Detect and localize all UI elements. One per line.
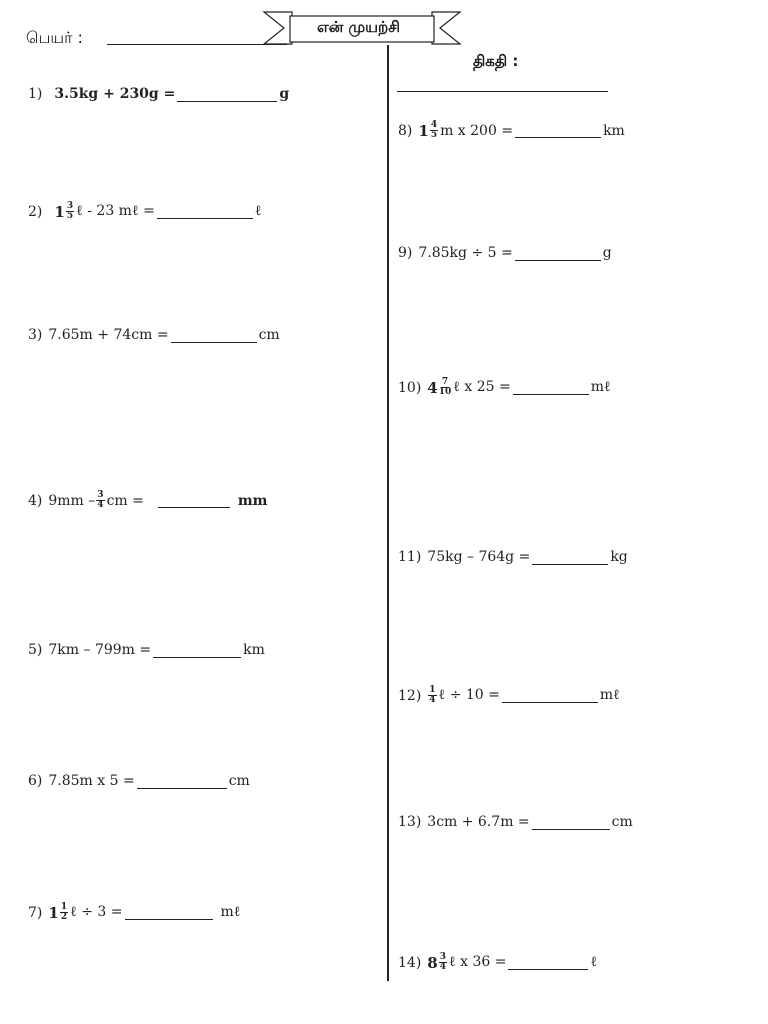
question-text: ℓ x 25 = [453,379,511,395]
unit-label: ℓ [254,203,262,219]
question-number: 4) [28,492,43,509]
question-text: 7.85m x 5 = [48,773,135,789]
date-label: திகதி : [473,52,519,70]
question-text: 75kg – 764g = [427,549,531,565]
question-text: ℓ x 36 = [448,954,507,970]
whole-number: 4 [427,378,438,397]
question-5 [28,642,265,658]
question-text: ℓ ÷ 3 = [70,904,123,920]
unit-label: ℓ [590,954,598,970]
column-divider [387,45,389,981]
date-field[interactable] [397,91,608,92]
whole-number: 1 [48,903,59,922]
question-11 [398,549,628,565]
answer-blank[interactable] [153,643,241,658]
question-number: 11) [398,549,422,565]
unit-label: g [279,86,290,102]
unit-label: cm [611,814,633,830]
whole-number: 1 [418,121,429,140]
question-2 [28,202,262,221]
answer-blank[interactable] [157,204,253,219]
answer-blank[interactable] [137,774,227,789]
answer-blank[interactable] [513,380,589,395]
question-text: ℓ - 23 mℓ = [76,203,155,219]
question-4 [28,491,268,510]
name-label: பெயர் : [26,28,83,47]
question-text: ℓ ÷ 10 = [438,687,500,703]
unit-label: mm [237,492,268,509]
unit-label: kg [610,549,628,565]
question-number: 8) [398,122,413,139]
unit-label: g [602,245,612,261]
question-12 [398,686,620,705]
answer-blank[interactable] [532,815,610,830]
unit-label: mℓ [590,379,611,395]
question-number: 2) [28,203,43,220]
question-number: 3) [28,327,43,343]
unit-label: mℓ [599,687,620,703]
fraction: $\frac{3}{4}$ [97,490,104,510]
question-text: 7km – 799m = [48,642,152,658]
question-number: 7) [28,904,43,921]
answer-blank[interactable] [171,328,257,343]
question-14 [398,953,597,972]
question-number: 5) [28,642,43,658]
question-10 [398,378,611,397]
unit-label: km [243,642,265,658]
question-number: 12) [398,687,422,704]
question-text-pre: 9mm – [48,492,96,509]
page-title: என் முயற்சி [317,18,400,36]
question-number: 10) [398,379,422,396]
answer-blank[interactable] [125,905,213,920]
question-6 [28,773,250,789]
question-9 [398,245,612,261]
unit-label: cm [228,773,250,789]
unit-label: km [603,122,625,139]
question-text: 7.85kg ÷ 5 = [418,245,513,261]
question-7 [28,903,241,922]
answer-blank[interactable] [502,688,598,703]
fraction: $\frac{4}{5}$ [430,120,438,140]
question-text: 3.5kg + 230g = [54,86,176,102]
question-1 [28,86,289,102]
fraction: $\frac{1}{4}$ [429,685,436,705]
question-number: 1) [28,86,43,102]
question-13 [398,814,633,830]
answer-blank[interactable] [515,246,601,261]
name-field[interactable] [107,44,287,45]
answer-blank[interactable] [508,955,588,970]
fraction: $\frac{1}{2}$ [60,902,68,922]
answer-blank[interactable] [532,550,608,565]
question-text: 3cm + 6.7m = [427,814,530,830]
question-3 [28,327,280,343]
question-text: cm = [106,492,144,509]
question-number: 13) [398,814,422,830]
answer-blank[interactable] [177,87,277,102]
question-number: 9) [398,245,413,261]
question-text: m x 200 = [440,122,514,139]
unit-label: mℓ [220,904,241,920]
unit-label: cm [258,327,280,343]
answer-blank[interactable] [515,123,601,138]
fraction: $\frac{7}{10}$ [438,377,452,397]
question-text: 7.65m + 74cm = [48,327,169,343]
whole-number: 8 [427,953,438,972]
fraction: $\frac{3}{4}$ [439,952,446,972]
question-number: 6) [28,773,43,789]
question-number: 14) [398,954,422,971]
question-8 [398,121,625,140]
whole-number: 1 [54,202,65,221]
fraction: $\frac{3}{5}$ [66,201,74,221]
answer-blank[interactable] [158,493,230,508]
